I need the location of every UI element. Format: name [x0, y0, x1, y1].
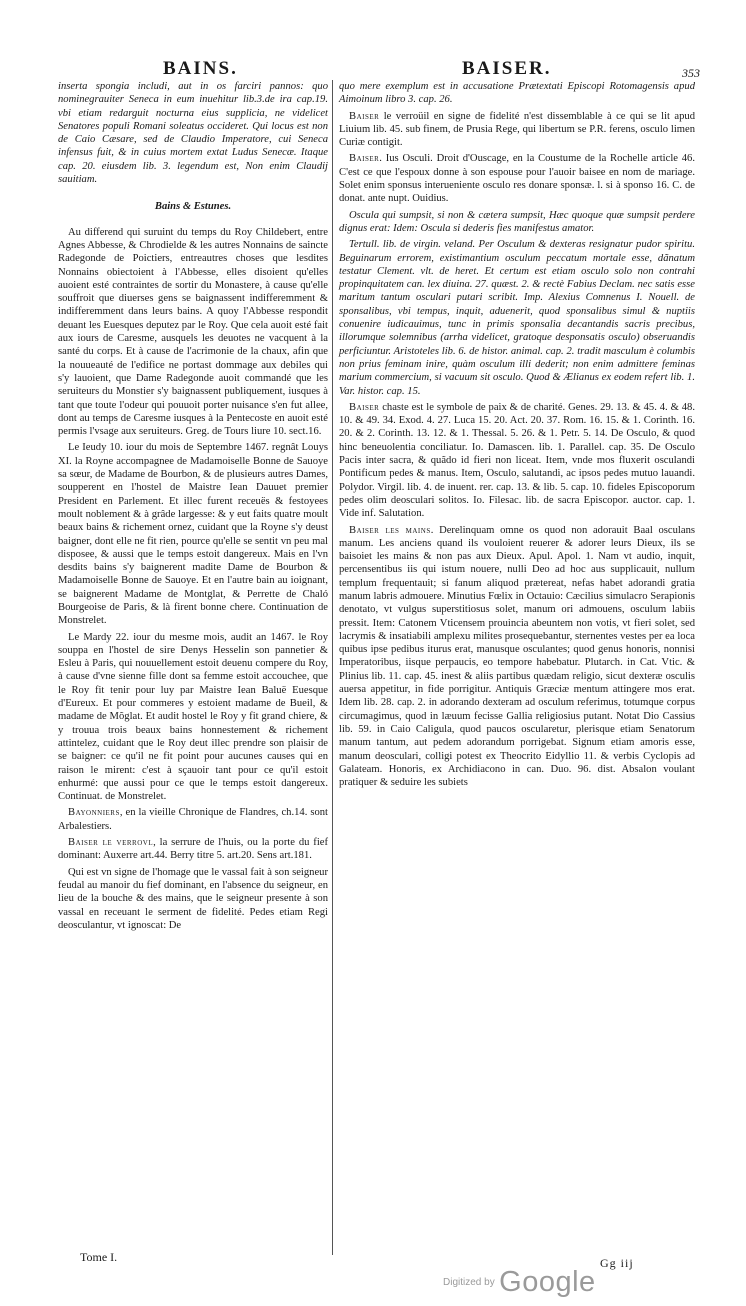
signature-mark: Gg iij: [600, 1256, 634, 1270]
paragraph-text: chaste est le symbole de paix & de charité. Genes. 29. 13. & 45. 4. & 48. 10. & 49. 34. Exod. 4. 27. Luca 15. 20. Act. 20. 37. Rom. 16. 15. & 1. Corinth. 16. 20. & 2. Corinth. 13. 12. & 1. Thessal. 5. 26. & 1. Petr. 5. 14. De Osculo, & quod hinc beneuolentia conciliatur. Io. Damascen. lib. 1. Parallel. cap. 35. De Osculo Pacis inter sacra, & quãdo id fieri non liceat. Item, vnde mos fluxerit osculandi Pontificum pedes & manus. Item, Osculo, salutandi, ac ipsos pedes mutuo lauandi. Polydor. Virgil. lib. 4. de inuent. rer. cap. 13. & lib. 5. cap. 10. fideles Episcoporum pedes olim deosculari solitos. Io. Filesac. lib. de sacra Episcopor. auctor. cap. 1. Vide inf. Salutation.: [339, 401, 695, 520]
paragraph-text: Le Mardy 22. iour du mesme mois, audit an 1467. le Roy souppa en l'hostel de sire Denys Hesselin son pannetier & Esleu à Paris, qui nouuellement estoit deuenu compere du Roy, à cause d'vne sienne fille dont sa femme estoit accouchee, que le Roy fit tenir pour luy par Maistre Iean Baluë Euesque d'Eureux. Et pour commeres y estoient madame de Bueil, & madame de Mõglat. Et audit hostel le Roy y fit grand chiere, & y trouua trois beaux bains honnestement & richement attintelez, cuidant que le Roy deut illec prendre son plaisir de se baigner: ce qu'il ne fit point pour aucunes causes qui en raison le mirent: c'est à sçauoir tant pour ce qu'il estoit enhurmé: que aussi pour ce que le temps estoit dangereux. Continuat. de Monstrelet.: [58, 631, 328, 803]
paragraph: [339, 110, 695, 150]
paragraph-text: Qui est vn signe de l'homage que le vassal fait à son seigneur feudal au manoir du fief dominant, en l'absence du seigneur, en lieu de la bouche & des mains, que le seigneur presente à son vassal en receuant le serment de fidelité. Pedes etiam Regi deosculantur, vt ignoscat: De: [58, 866, 328, 931]
entry-keyword: Baiser: [349, 110, 380, 122]
paragraph-text: Le Ieudy 10. iour du mois de Septembre 1467. regnât Louys XI. la Royne accompagnee de Madamoiselle Bonne de Sauoye sa sœur, de Madame de Bourbon, & de plusieurs autres Dames, soupperent en l'hostel de Maistre Iean Dauuet premier President en Parlement. Et illec furent receuës & festoyees moult noblement & à grâde largesse: & y eut faits quatre moult beaux bains & richement ornez, cuidant que la Royne s'y deust baigner, dont elle ne fit rien, pource qu'elle se sentit vn peu mal disposee, & aussi que le temps estoit dangereux. Mais en l'vn desdits bains s'y baignerent madite Dame de Bourbon & Madamoiselle Bonne de Sauoye. Et en l'autre bain au ioignant, se baignerent Madame de Montglat, & Perrette de Chaló Bourgeoise de Paris, & là firent bonne chere. Continuation de Monstrelet.: [58, 442, 328, 627]
paragraph: [58, 80, 328, 186]
page-number: 353: [682, 66, 700, 80]
watermark-prefix: Digitized by: [443, 1277, 495, 1288]
paragraph-text: Oscula qui sumpsit, si non & cætera sumpsit, Hæc quoque quæ sumpsit perdere dignus erat: Idem: Oscula si dederis fies manifestus amator.: [339, 209, 695, 234]
digitized-watermark: [443, 1266, 596, 1299]
paragraph: [58, 631, 328, 804]
paragraph-text: Au differend qui suruint du temps du Roy Childebert, entre Agnes Abbesse, & Chrodielde & les autres Nonnains de saincte Radegonde de Poictiers, entreautres choses que lesdites Nonnains obiectoient à l'Abbesse, elles disoient qu'elles auoient esté contraintes de sortir du Monastere, à cause qu'elle souffroit que diuerses gens se baignassent indifferemment & indifferemment dans leurs bains. A quoy l'Abbesse respondit deuant les Euesques deputez par le Roy. Que cela auoit esté fait aux iours de Caresme, ausquels les deuotes ne vacquent à la santé du corps. Et à cause de l'acrimonie de la chaux, afin que la nouueauté de l'edifice ne portast dommage aux debiles qui s'y lauoient, que Dame Radegonde auoit commandé que les seruiteurs du Monstier s'y baignassent publiquement, iusques à tant que toute l'odeur qui pouuoit porter nuisance s'en fut allee, dont au temps de Caresme iusques à la Pentecoste en auoit esté permis l'vsage aux seruiteurs. Greg. de Tours liure 10. sect.16.: [58, 226, 328, 438]
paragraph: [58, 866, 328, 932]
paragraph: [339, 238, 695, 398]
google-logo: Google: [499, 1266, 596, 1298]
paragraph: [58, 836, 328, 863]
paragraph-text: , en la vieille Chronique de Flandres, ch.14. sont Arbalestiers.: [58, 807, 328, 832]
right-text-column: [339, 80, 695, 792]
running-head-left: BAINS.: [163, 58, 238, 79]
paragraph: [339, 524, 695, 790]
volume-label: Tome I.: [80, 1250, 118, 1264]
paragraph-text: Tertull. lib. de virgin. veland. Per Osculum & dexteras resignatur pudor spiritu. Beguinarum errorem, existimantium osculum peccatum mortale esse, dãnatum testatur Clement. vlt. de heret. Et certum est etiam osculo solo non contrahi propinquitatem can. lex diuina. 27. quæst. 2. & rectè Fabius Declam. nec satis esse maritum tantum osculari putari scribit. Imp. Alexius Comnenus I. Nouell. de sponsalibus, vbi tempus, inquit, aduenerit, quod sponsalibus simul & nuptiis conuenire iudicauimus, tunc in primis sponsalia decantandis sacris precibus, illorumque solemnibus (arrha videlicet, gratoque desponsatis osculo) obseruandis perficiuntur. Aristoteles lib. 6. de histor. animal. cap. 2. tradit masculum è columbis non prius feminam inire, quàm osculum illi dederit; non enim admittere feminas marium commercium, si vacuum sit osculo. Quod & Ælianus ex eodem refert lib. 1. Var. histor. cap. 15.: [339, 239, 695, 397]
paragraph: [339, 401, 695, 521]
running-head-right: BAISER.: [462, 58, 552, 79]
left-text-column: [58, 80, 328, 935]
paragraph: [58, 806, 328, 833]
section-heading: [58, 200, 328, 213]
paragraph: [58, 441, 328, 627]
entry-keyword: Baiser: [349, 153, 380, 165]
entry-keyword: Baiser les mains: [349, 524, 431, 536]
paragraph-text: Bains & Estunes.: [154, 201, 232, 213]
paragraph: [58, 226, 328, 439]
entry-keyword: Baiser: [349, 401, 380, 413]
paragraph-text: . Ius Osculi. Droit d'Ouscage, en la Coustume de la Rochelle article 46. C'est ce que l'espoux donne à son espouse pour l'auoir baisee en nom de mariage. Solet enim sponsus interueniente osculo res donare sponsæ. l. si à sponso 16. C. de donat. ante nupt. Ouidius.: [339, 153, 695, 205]
paragraph-text: , la serrure de l'huis, ou la porte du fief dominant: Auxerre art.44. Berry titre 5. art.20. Sens art.181.: [58, 837, 329, 862]
entry-keyword: Bayonniers: [68, 807, 120, 819]
paragraph: [339, 80, 695, 107]
paragraph: [339, 209, 695, 236]
paragraph: [339, 152, 695, 205]
paragraph-text: quo mere exemplum est in accusatione Prætextati Episcopi Rotomagensis apud Aimoinum libro 3. cap. 26.: [339, 81, 695, 106]
paragraph-text: inserta spongia includi, aut in os farciri pannos: quo nominegrauiter Seneca in eum inuehitur lib.3.de ira cap.19. vbi etiam redarguit nocturna eius supplicia, ne videlicet Senatores populi Romani soleatus occideret. Qui locus est non de Caio Cæsare, sed de Claudio Imperatore, cui Seneca infensus fuit, & in cuius mortem extat Ludus Senecæ. Itaque cap. 20. eiusdem lib. 3. legendum est, Non enim Claudij sauitiam.: [58, 81, 328, 186]
column-divider: [332, 80, 333, 1255]
paragraph-text: . Derelinquam omne os quod non adorauit Baal osculans manum. Les anciens quand ils vouloient reuerer & adorer leurs Dieux, ils se baisoiet les mains & non pas aux Dieux. Apul. Apol. 1. Nam vt audio, inquit, percensentibus iis qui istum nouere, nulli Deo ad hoc aus supplicauit, nullum templum frequentauit; si fanum aliquod prætereat, nefas habet adorandi gratia manum labris admouere. Minutius Fœlix in Octauio: Cæcilius simulacro Serapionis denotato, vt vulgus superstitiosus solet, manum ori admouens, osculum labiis pressit. Item: Catonem Vticensem prouincia abeuntem non votis, vt fieri solet, sed lacrymis & insatiabili amplexu milites prosequebantur, sternentes vestes per ea loca quibus ipse pedibus iturus erat, manusque osculantes; quod genus honoris, nonnisi Imperatoribus, iisque perpaucis, eo tempore habebatur. Plutarch. in Cat. Vtic. & Plinius lib. 11. cap. 45. inest & aliis partibus quædam religio, sicut dexteræ osculis auersa appetitur, in fide porrigitur. Antiquis Græciæ mentum attingere mos erat. Idem lib. 28. cap. 2. in adorando dexteram ad osculum referimus, totumque corpus circumagimus, quod in læuum fecisse Gallia religiosius putant. Notat Dio Cassius lib. 59. in Caio Caligula, quod paucos oscularetur, plerisque etiam Senatorum manum tantum, aut pedem adorandum porrigebat. Signum etiam amoris esse, manum deosculari, colligi potest ex Theocrito Eidyllio 11. & verbis Cyclopis ad Galateam. Honoris, ex Archidiacono in can. Duo. 96. dist. Absalon voulant pratiquer & seduire les subiets: [339, 524, 695, 789]
entry-keyword: Baiser le verrovl: [68, 837, 154, 849]
paragraph-text: le verroüil en signe de fidelité n'est dissemblable à ce qui se lit apud Liuium lib. 45. sub finem, de Prusia Rege, qui libertum se P.R. ferens, osculo limen Curiæ contigit.: [339, 110, 695, 149]
